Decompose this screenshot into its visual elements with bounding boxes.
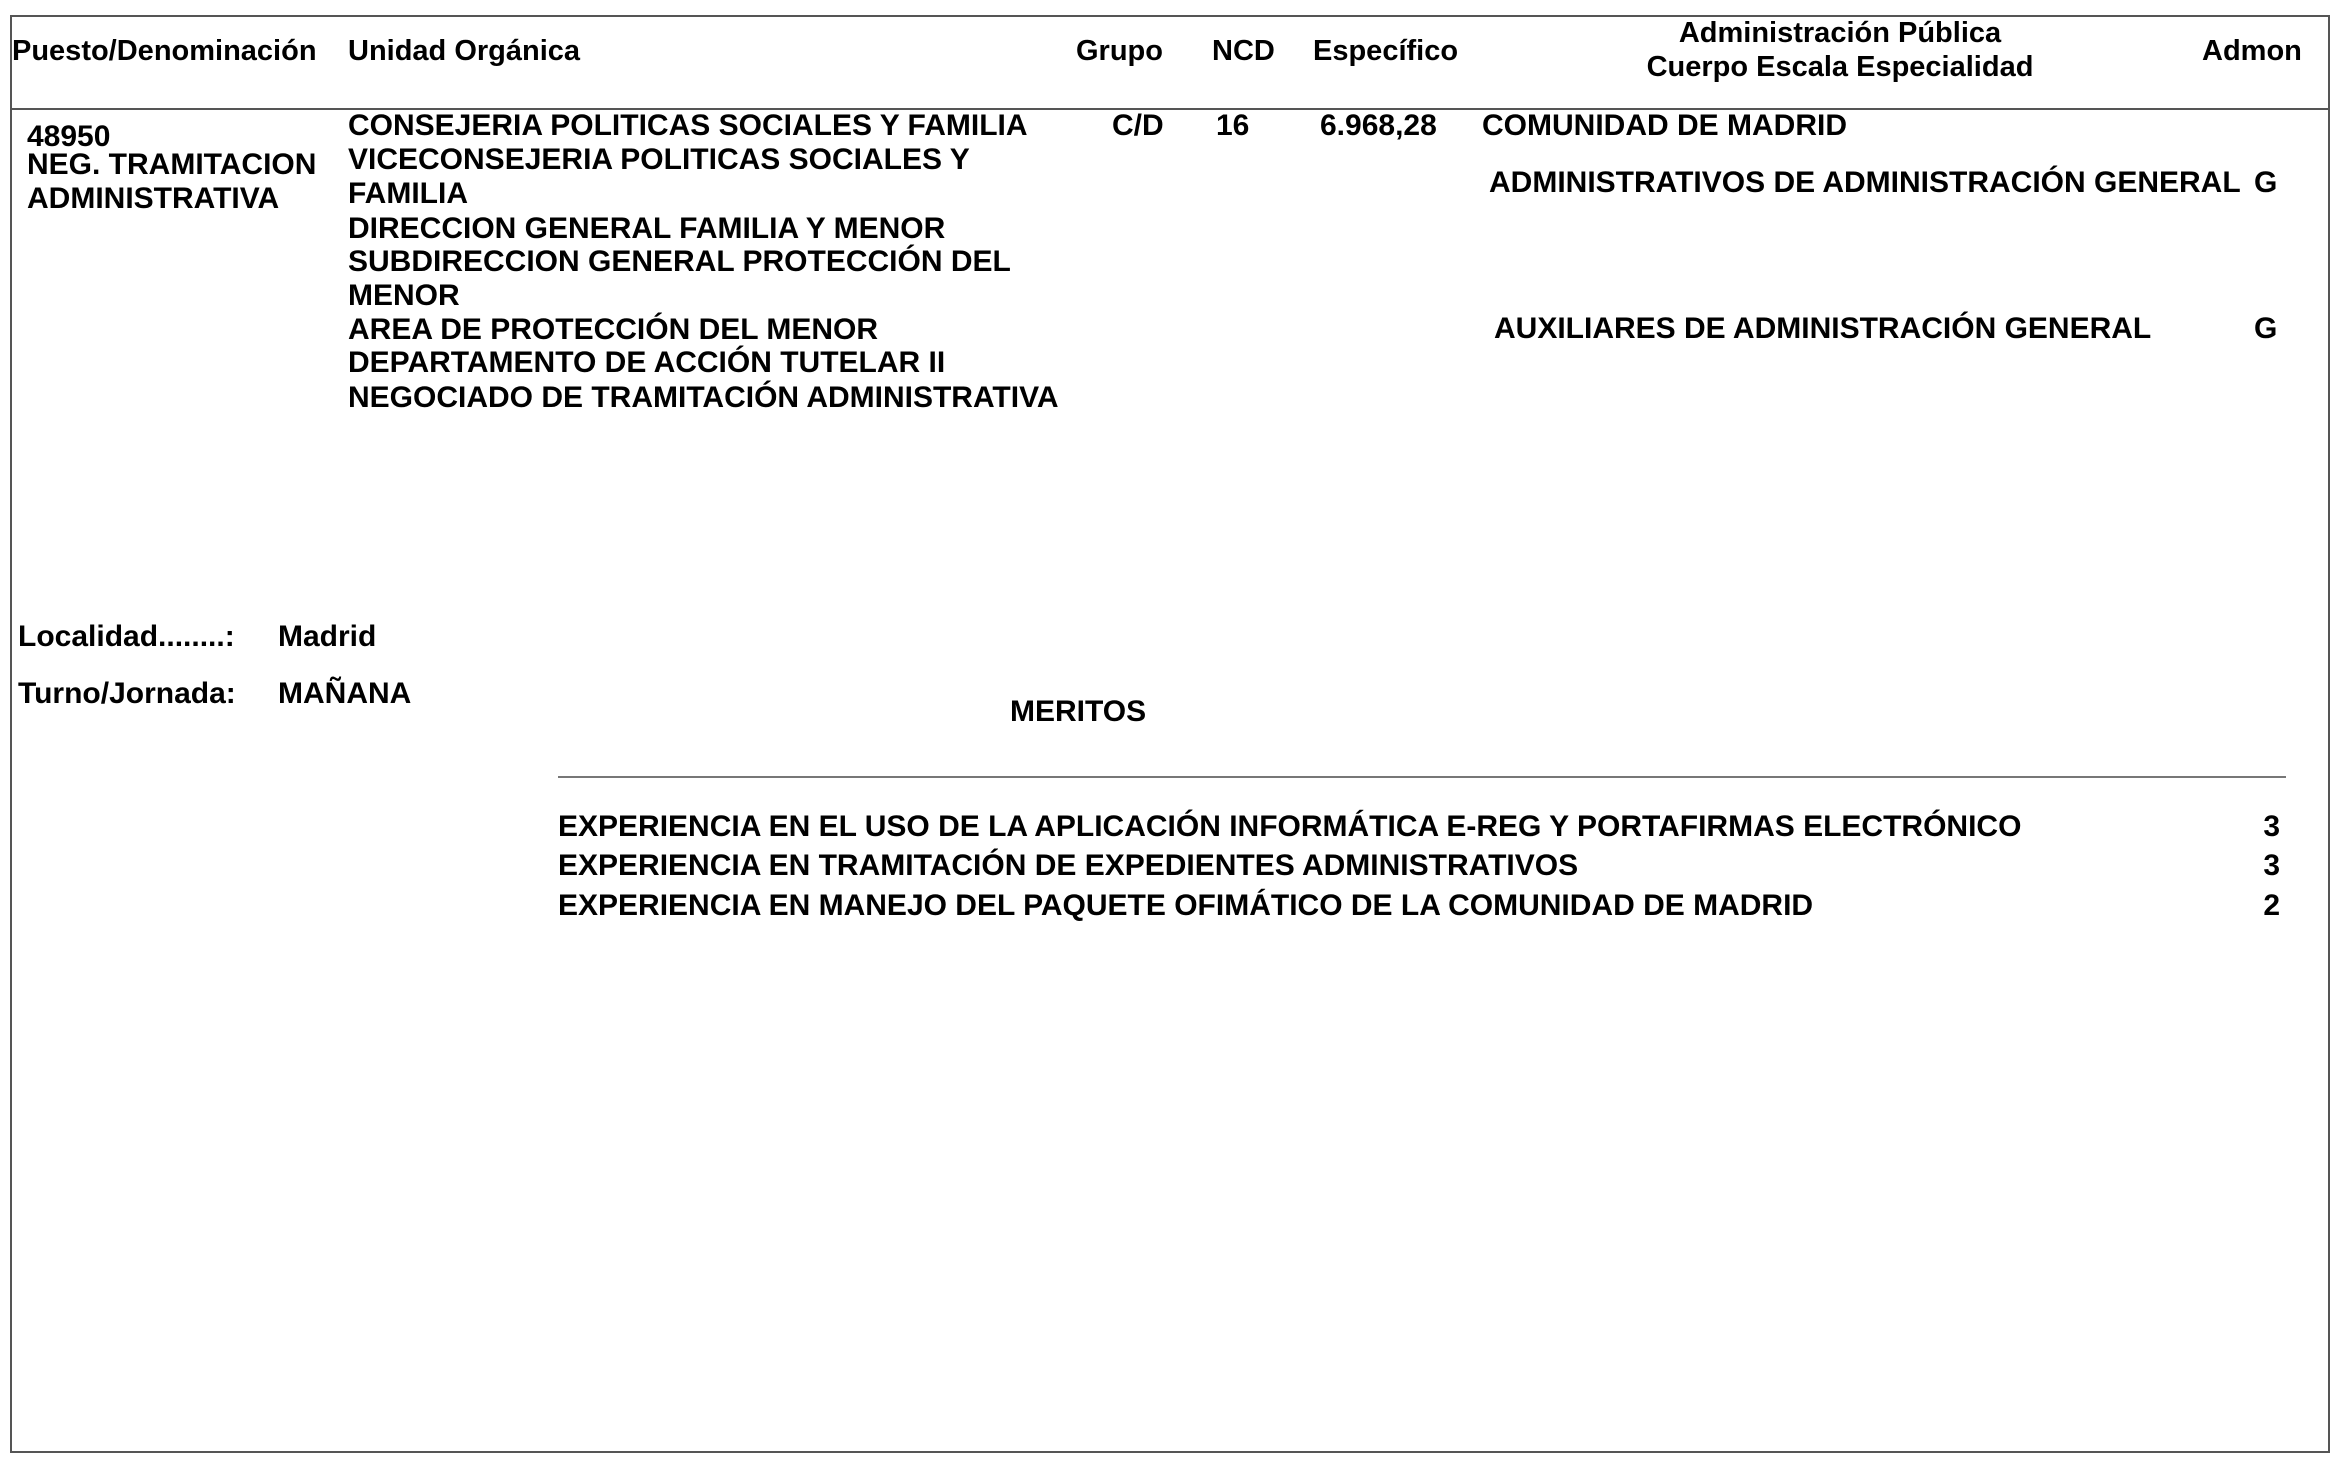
header-unidad: Unidad Orgánica (348, 35, 581, 67)
unidad-line: DIRECCION GENERAL FAMILIA Y MENOR (348, 212, 946, 245)
unidad-line: SUBDIRECCION GENERAL PROTECCIÓN DEL (348, 245, 1011, 278)
turno-value: MAÑANA (278, 677, 412, 710)
header-grupo: Grupo (1076, 35, 1163, 67)
post-especifico: 6.968,28 (1320, 109, 1437, 142)
header-admin-publica: Administración Pública (1678, 17, 2002, 49)
localidad-value: Madrid (278, 620, 377, 653)
merito-text: EXPERIENCIA EN MANEJO DEL PAQUETE OFIMÁTICO DE LA COMUNIDAD DE MADRID (558, 889, 1814, 922)
merito-text: EXPERIENCIA EN TRAMITACIÓN DE EXPEDIENTES ADMINISTRATIVOS (558, 849, 1579, 882)
unidad-line: FAMILIA (348, 177, 468, 210)
unidad-line: NEGOCIADO DE TRAMITACIÓN ADMINISTRATIVA (348, 381, 1059, 414)
merito-points: 3 (2263, 849, 2280, 882)
merito-text: EXPERIENCIA EN EL USO DE LA APLICACIÓN INFORMÁTICA E-REG Y PORTAFIRMAS ELECTRÓNICO (558, 810, 2022, 843)
post-denominacion-2: ADMINISTRATIVA (27, 182, 280, 215)
header-admon: Admon (2202, 35, 2302, 67)
unidad-line: MENOR (348, 279, 460, 312)
header-especifico: Específico (1313, 35, 1459, 67)
unidad-line: DEPARTAMENTO DE ACCIÓN TUTELAR II (348, 346, 946, 379)
merito-points: 2 (2263, 889, 2280, 922)
post-denominacion-1: NEG. TRAMITACION (27, 148, 317, 181)
post-administracion: COMUNIDAD DE MADRID (1482, 109, 1847, 142)
merito-points: 3 (2263, 810, 2280, 843)
cuerpo-name: AUXILIARES DE ADMINISTRACIÓN GENERAL (1494, 312, 2152, 345)
meritos-title: MERITOS (1010, 695, 1147, 728)
cuerpo-admon: G (2254, 166, 2278, 199)
post-id: 48950 (27, 120, 111, 153)
unidad-line: AREA DE PROTECCIÓN DEL MENOR (348, 313, 879, 346)
localidad-label: Localidad........: (18, 620, 235, 653)
unidad-line: VICECONSEJERIA POLITICAS SOCIALES Y (348, 143, 970, 176)
post-ncd: 16 (1216, 109, 1250, 142)
unidad-line: CONSEJERIA POLITICAS SOCIALES Y FAMILIA (348, 109, 1028, 142)
cuerpo-admon: G (2254, 312, 2278, 345)
header-ncd: NCD (1212, 35, 1275, 67)
cuerpo-name: ADMINISTRATIVOS DE ADMINISTRACIÓN GENERAL (1489, 166, 2241, 199)
turno-label: Turno/Jornada: (18, 677, 236, 710)
header-puesto: Puesto/Denominación (12, 35, 317, 67)
post-grupo: C/D (1112, 109, 1164, 142)
header-cuerpo: Cuerpo Escala Especialidad (1646, 51, 2034, 83)
meritos-divider (558, 776, 2286, 778)
